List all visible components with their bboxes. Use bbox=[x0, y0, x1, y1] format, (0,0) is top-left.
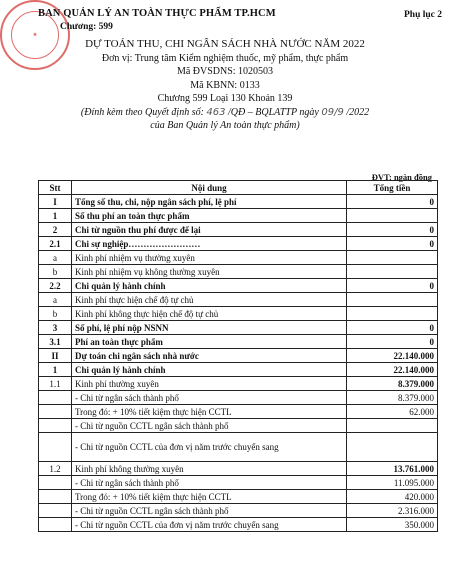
table-row bbox=[39, 391, 438, 405]
row-amount: 8.379.000 bbox=[347, 391, 438, 405]
row-amount bbox=[347, 419, 438, 433]
document-title: DỰ TOÁN THU, CHI NGÂN SÁCH NHÀ NƯỚC NĂM 2022 bbox=[85, 38, 365, 50]
row-stt bbox=[39, 490, 72, 504]
unit-line: Đơn vị: Trung tâm Kiểm nghiệm thuốc, mỹ phẩm, thực phẩm bbox=[101, 52, 349, 64]
chapter-code: Chương: 599 bbox=[60, 22, 113, 32]
row-amount bbox=[347, 251, 438, 265]
row-content: Dự toán chi ngân sách nhà nước bbox=[72, 349, 347, 363]
row-amount bbox=[347, 433, 438, 462]
row-amount bbox=[347, 209, 438, 223]
row-content: Kinh phí nhiệm vụ thường xuyên bbox=[72, 251, 347, 265]
row-content: Chi quản lý hành chính bbox=[72, 363, 347, 377]
row-content: Trong đó: + 10% tiết kiệm thực hiện CCTL bbox=[72, 405, 347, 419]
row-stt: 1 bbox=[39, 363, 72, 377]
row-stt: 2 bbox=[39, 223, 72, 237]
table-row bbox=[39, 462, 438, 476]
table-row bbox=[39, 335, 438, 349]
table-row bbox=[39, 307, 438, 321]
row-amount: 22.140.000 bbox=[347, 349, 438, 363]
row-stt bbox=[39, 476, 72, 490]
row-content: Chi sự nghiệp…………………… bbox=[72, 237, 347, 251]
dvsdns-code: Mã ĐVSDNS: 1020503 bbox=[176, 66, 274, 77]
row-stt bbox=[39, 391, 72, 405]
row-content: Kinh phí thường xuyên bbox=[72, 377, 347, 391]
row-content: Kinh phí không thường xuyên bbox=[72, 462, 347, 476]
row-stt bbox=[39, 405, 72, 419]
row-content: Chi từ nguồn thu phí được để lại bbox=[72, 223, 347, 237]
row-stt bbox=[39, 419, 72, 433]
table-row bbox=[39, 490, 438, 504]
table-row bbox=[39, 405, 438, 419]
row-stt: 3 bbox=[39, 321, 72, 335]
row-stt: 3.1 bbox=[39, 335, 72, 349]
row-stt: b bbox=[39, 307, 72, 321]
budget-table bbox=[38, 180, 438, 532]
decision-mid: /QĐ – BQLATTP ngày bbox=[228, 106, 319, 118]
table-row bbox=[39, 518, 438, 532]
row-content: Tổng số thu, chi, nộp ngân sách phí, lệ phí bbox=[72, 195, 347, 209]
row-amount bbox=[347, 307, 438, 321]
header-content: Nội dung bbox=[72, 181, 347, 195]
table-row bbox=[39, 504, 438, 518]
row-amount: 0 bbox=[347, 223, 438, 237]
kbnn-code: Mã KBNN: 0133 bbox=[190, 79, 260, 91]
row-amount bbox=[347, 265, 438, 279]
table-row bbox=[39, 195, 438, 209]
table-row bbox=[39, 223, 438, 237]
header-amount: Tổng tiền bbox=[347, 181, 438, 195]
table-row bbox=[39, 349, 438, 363]
annex-label: Phụ lục 2 bbox=[403, 10, 442, 20]
row-amount: 420.000 bbox=[347, 490, 438, 504]
row-amount: 62.000 bbox=[347, 405, 438, 419]
row-amount: 0 bbox=[347, 195, 438, 209]
row-content: Số thu phí an toàn thực phẩm bbox=[72, 209, 347, 223]
row-stt: b bbox=[39, 265, 72, 279]
row-stt bbox=[39, 504, 72, 518]
table-row bbox=[39, 209, 438, 223]
row-stt: 2.1 bbox=[39, 237, 72, 251]
table-row bbox=[39, 419, 438, 433]
row-stt bbox=[39, 518, 72, 532]
row-amount: 8.379.000 bbox=[347, 377, 438, 391]
row-content: Kinh phí thực hiện chế độ tự chủ bbox=[72, 293, 347, 307]
row-content: Trong đó: + 10% tiết kiệm thực hiện CCTL bbox=[72, 490, 347, 504]
decision-line bbox=[0, 106, 450, 120]
row-amount: 22.140.000 bbox=[347, 363, 438, 377]
row-content: Kinh phí không thực hiện chế độ tự chủ bbox=[72, 307, 347, 321]
row-content: - Chi từ ngân sách thành phố bbox=[72, 476, 347, 490]
row-content: - Chi từ nguồn CCTL ngân sách thành phố bbox=[72, 504, 347, 518]
table-row bbox=[39, 251, 438, 265]
chapter-line: Chương 599 Loại 130 Khoản 139 bbox=[157, 93, 293, 104]
row-amount: 350.000 bbox=[347, 518, 438, 532]
stamp-inner: ★ bbox=[11, 11, 59, 59]
decision-suffix: /2022 bbox=[346, 106, 370, 118]
row-content: - Chi từ nguồn CCTL của đơn vị năm trước chuyển sang bbox=[72, 433, 347, 462]
table-row bbox=[39, 265, 438, 279]
table-row bbox=[39, 321, 438, 335]
row-stt: II bbox=[39, 349, 72, 363]
row-stt: a bbox=[39, 251, 72, 265]
row-amount: 13.761.000 bbox=[347, 462, 438, 476]
document-header bbox=[0, 38, 450, 133]
row-content: Chi quản lý hành chính bbox=[72, 279, 347, 293]
table-row bbox=[39, 476, 438, 490]
row-amount: 0 bbox=[347, 321, 438, 335]
row-stt: 1.1 bbox=[39, 377, 72, 391]
table-row bbox=[39, 377, 438, 391]
currency-unit: ĐVT: ngàn đồng bbox=[371, 172, 432, 182]
decision-line-2: của Ban Quản lý An toàn thực phẩm) bbox=[150, 120, 300, 131]
row-content: Kinh phí nhiệm vụ không thường xuyên bbox=[72, 265, 347, 279]
decision-prefix: (Đính kèm theo Quyết định số: bbox=[80, 106, 204, 118]
table-row bbox=[39, 293, 438, 307]
row-amount: 11.095.000 bbox=[347, 476, 438, 490]
row-content: - Chi từ nguồn CCTL ngân sách thành phố bbox=[72, 419, 347, 433]
row-amount: 0 bbox=[347, 335, 438, 349]
row-content: - Chi từ ngân sách thành phố bbox=[72, 391, 347, 405]
row-stt: 2.2 bbox=[39, 279, 72, 293]
table-row bbox=[39, 363, 438, 377]
row-content: Phí an toàn thực phẩm bbox=[72, 335, 347, 349]
row-stt: a bbox=[39, 293, 72, 307]
row-amount bbox=[347, 293, 438, 307]
table-row bbox=[39, 279, 438, 293]
row-content: - Chi từ nguồn CCTL của đơn vị năm trước chuyển sang bbox=[72, 518, 347, 532]
decision-date: 09/9 bbox=[321, 106, 344, 118]
row-amount: 0 bbox=[347, 279, 438, 293]
row-stt: 1 bbox=[39, 209, 72, 223]
row-stt: I bbox=[39, 195, 72, 209]
row-stt: 1.2 bbox=[39, 462, 72, 476]
decision-number: 463 bbox=[206, 106, 226, 118]
table-row bbox=[39, 237, 438, 251]
table-row bbox=[39, 433, 438, 462]
row-amount: 2.316.000 bbox=[347, 504, 438, 518]
row-amount: 0 bbox=[347, 237, 438, 251]
row-stt bbox=[39, 433, 72, 462]
row-content: Số phí, lệ phí nộp NSNN bbox=[72, 321, 347, 335]
table-header-row bbox=[39, 181, 438, 195]
organization-name: BAN QUẢN LÝ AN TOÀN THỰC PHẨM TP.HCM bbox=[38, 8, 276, 19]
header-stt: Stt bbox=[39, 181, 72, 195]
